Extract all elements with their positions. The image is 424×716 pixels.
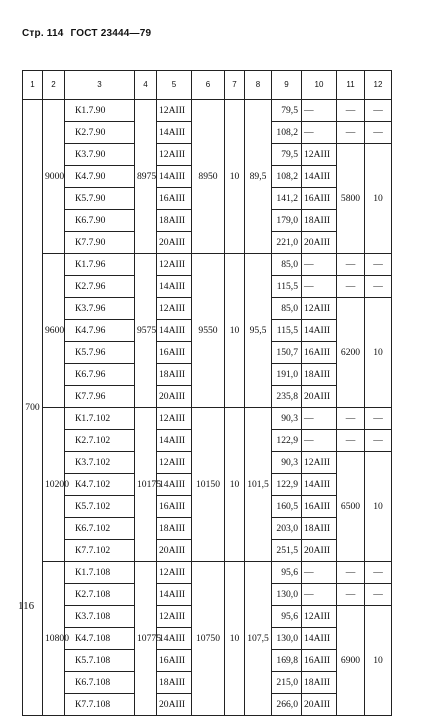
weight-cell: 266,0 [272,694,302,716]
length-l2-cell: 10150 [192,408,225,562]
mass-cell: — [337,100,365,122]
column-number-6: 6 [192,71,225,100]
rebar-cell: 16АIII [157,496,192,518]
column-number-7: 7 [225,71,245,100]
weight-cell: 108,2 [272,166,302,188]
column-number-5: 5 [157,71,192,100]
mass-cell: — [337,254,365,276]
rebar-cell: 18АIII [157,672,192,694]
weight-cell: 108,2 [272,122,302,144]
table-row [23,408,392,430]
mass-cell: 5800 [337,144,365,254]
column-number-1: 1 [23,71,43,100]
length-l1-cell: 10175 [135,408,157,562]
designation-cell: К3.7.90 [65,144,135,166]
top-rebar-cell: 16АIII [302,650,337,672]
rebar-cell: 12АIII [157,144,192,166]
top-rebar-cell: — [302,562,337,584]
top-rebar-cell: 12АIII [302,452,337,474]
column-number-10: 10 [302,71,337,100]
top-rebar-cell: 14АIII [302,628,337,650]
rebar-cell: 14АIII [157,430,192,452]
rebar-cell: 12АIII [157,254,192,276]
top-rebar-cell: — [302,122,337,144]
column-number-8: 8 [245,71,272,100]
rebar-cell: 12АIII [157,408,192,430]
weight-cell: 115,5 [272,276,302,298]
weight-cell: 122,9 [272,474,302,496]
column-number-9: 9 [272,71,302,100]
column-number-4: 4 [135,71,157,100]
weight-cell: 79,5 [272,144,302,166]
rebar-cell: 20АIII [157,386,192,408]
designation-cell: К7.7.108 [65,694,135,716]
top-rebar-cell: — [302,430,337,452]
designation-cell: К3.7.102 [65,452,135,474]
designation-cell: К2.7.96 [65,276,135,298]
column-number-2: 2 [43,71,65,100]
rebar-cell: 18АIII [157,364,192,386]
mass-cell: 6200 [337,298,365,408]
spacing-cell: 101,5 [245,408,272,562]
mass-cell: — [337,122,365,144]
weight-cell: 90,3 [272,452,302,474]
rebar-cell: 12АIII [157,606,192,628]
rebar-cell: 12АIII [157,298,192,320]
spacing-cell: 95,5 [245,254,272,408]
rebar-cell: 12АIII [157,562,192,584]
rebar-cell: 14АIII [157,122,192,144]
weight-cell: 85,0 [272,254,302,276]
weight-cell: 130,0 [272,628,302,650]
top-rebar-cell: 12АIII [302,144,337,166]
rebar-cell: 16АIII [157,342,192,364]
designation-cell: К1.7.102 [65,408,135,430]
length-l2-cell: 10750 [192,562,225,716]
column-number-3: 3 [65,71,135,100]
mass-cell: — [337,408,365,430]
top-rebar-cell: 14АIII [302,166,337,188]
top-rebar-cell: 20АIII [302,540,337,562]
spacing-cell: 89,5 [245,100,272,254]
specification-table [22,70,392,716]
designation-cell: К3.7.96 [65,298,135,320]
top-rebar-cell: 16АIII [302,342,337,364]
top-rebar-cell: 14АIII [302,320,337,342]
weight-cell: 251,5 [272,540,302,562]
common-dimension-cell: 700 [23,100,43,716]
top-rebar-cell: 20АIII [302,232,337,254]
designation-cell: К7.7.102 [65,540,135,562]
length-l2-cell: 9550 [192,254,225,408]
rebar-cell: 20АIII [157,232,192,254]
volume-cell: 10 [365,606,392,716]
designation-cell: К4.7.102 [65,474,135,496]
designation-cell: К7.7.96 [65,386,135,408]
weight-cell: 115,5 [272,320,302,342]
designation-cell: К4.7.96 [65,320,135,342]
length-cell: 9600 [43,254,65,408]
count-cell: 10 [225,562,245,716]
volume-cell: — [365,100,392,122]
weight-cell: 235,8 [272,386,302,408]
volume-cell: 10 [365,452,392,562]
count-cell: 10 [225,408,245,562]
weight-cell: 122,9 [272,430,302,452]
top-rebar-cell: 16АIII [302,188,337,210]
top-rebar-cell: — [302,408,337,430]
rebar-cell: 14АIII [157,584,192,606]
top-rebar-cell: — [302,254,337,276]
top-rebar-cell: 12АIII [302,606,337,628]
top-rebar-cell: 18АIII [302,518,337,540]
volume-cell: — [365,584,392,606]
designation-cell: К6.7.90 [65,210,135,232]
designation-cell: К3.7.108 [65,606,135,628]
designation-cell: К1.7.90 [65,100,135,122]
column-number-12: 12 [365,71,392,100]
designation-cell: К2.7.108 [65,584,135,606]
designation-cell: К6.7.96 [65,364,135,386]
weight-cell: 85,0 [272,298,302,320]
length-cell: 10800 [43,562,65,716]
mass-cell: — [337,584,365,606]
volume-cell: — [365,408,392,430]
table-row [23,100,392,122]
weight-cell: 221,0 [272,232,302,254]
count-cell: 10 [225,254,245,408]
rebar-cell: 18АIII [157,210,192,232]
designation-cell: К2.7.90 [65,122,135,144]
designation-cell: К6.7.102 [65,518,135,540]
top-rebar-cell: — [302,100,337,122]
designation-cell: К1.7.96 [65,254,135,276]
length-l1-cell: 8975 [135,100,157,254]
mass-cell: 6900 [337,606,365,716]
designation-cell: К5.7.90 [65,188,135,210]
volume-cell: 10 [365,144,392,254]
top-rebar-cell: 18АIII [302,210,337,232]
designation-cell: К5.7.108 [65,650,135,672]
mass-cell: — [337,562,365,584]
volume-cell: 10 [365,298,392,408]
top-rebar-cell: 20АIII [302,386,337,408]
designation-cell: К6.7.108 [65,672,135,694]
top-rebar-cell: 18АIII [302,672,337,694]
weight-cell: 169,8 [272,650,302,672]
length-l1-cell: 9575 [135,254,157,408]
top-rebar-cell: 20АIII [302,694,337,716]
weight-cell: 160,5 [272,496,302,518]
rebar-cell: 12АIII [157,452,192,474]
length-cell: 10200 [43,408,65,562]
rebar-cell: 14АIII [157,166,192,188]
table-row [23,254,392,276]
spacing-cell: 107,5 [245,562,272,716]
weight-cell: 215,0 [272,672,302,694]
length-cell: 9000 [43,100,65,254]
column-number-row [23,71,392,100]
weight-cell: 150,7 [272,342,302,364]
rebar-cell: 16АIII [157,650,192,672]
weight-cell: 90,3 [272,408,302,430]
weight-cell: 141,2 [272,188,302,210]
designation-cell: К2.7.102 [65,430,135,452]
designation-cell: К5.7.96 [65,342,135,364]
top-rebar-cell: 16АIII [302,496,337,518]
weight-cell: 203,0 [272,518,302,540]
top-rebar-cell: 12АIII [302,298,337,320]
count-cell: 10 [225,100,245,254]
standard-number: ГОСТ 23444—79 [70,28,152,39]
rebar-cell: 12АIII [157,100,192,122]
folio-number: 116 [18,600,35,612]
weight-cell: 179,0 [272,210,302,232]
rebar-cell: 14АIII [157,628,192,650]
designation-cell: К4.7.108 [65,628,135,650]
volume-cell: — [365,430,392,452]
mass-cell: 6500 [337,452,365,562]
top-rebar-cell: 14АIII [302,474,337,496]
page-header [22,28,155,39]
mass-cell: — [337,276,365,298]
table-row [23,562,392,584]
column-number-11: 11 [337,71,365,100]
length-l1-cell: 10775 [135,562,157,716]
rebar-cell: 14АIII [157,320,192,342]
rebar-cell: 14АIII [157,276,192,298]
designation-cell: К4.7.90 [65,166,135,188]
rebar-cell: 20АIII [157,694,192,716]
designation-cell: К5.7.102 [65,496,135,518]
rebar-cell: 18АIII [157,518,192,540]
weight-cell: 79,5 [272,100,302,122]
top-rebar-cell: — [302,276,337,298]
length-l2-cell: 8950 [192,100,225,254]
designation-cell: К1.7.108 [65,562,135,584]
weight-cell: 191,0 [272,364,302,386]
volume-cell: — [365,562,392,584]
mass-cell: — [337,430,365,452]
top-rebar-cell: 18АIII [302,364,337,386]
designation-cell: К7.7.90 [65,232,135,254]
rebar-cell: 20АIII [157,540,192,562]
volume-cell: — [365,254,392,276]
volume-cell: — [365,122,392,144]
top-rebar-cell: — [302,584,337,606]
volume-cell: — [365,276,392,298]
page-label: Стр. 114 [22,28,64,39]
weight-cell: 130,0 [272,584,302,606]
weight-cell: 95,6 [272,606,302,628]
rebar-cell: 14АIII [157,474,192,496]
weight-cell: 95,6 [272,562,302,584]
rebar-cell: 16АIII [157,188,192,210]
